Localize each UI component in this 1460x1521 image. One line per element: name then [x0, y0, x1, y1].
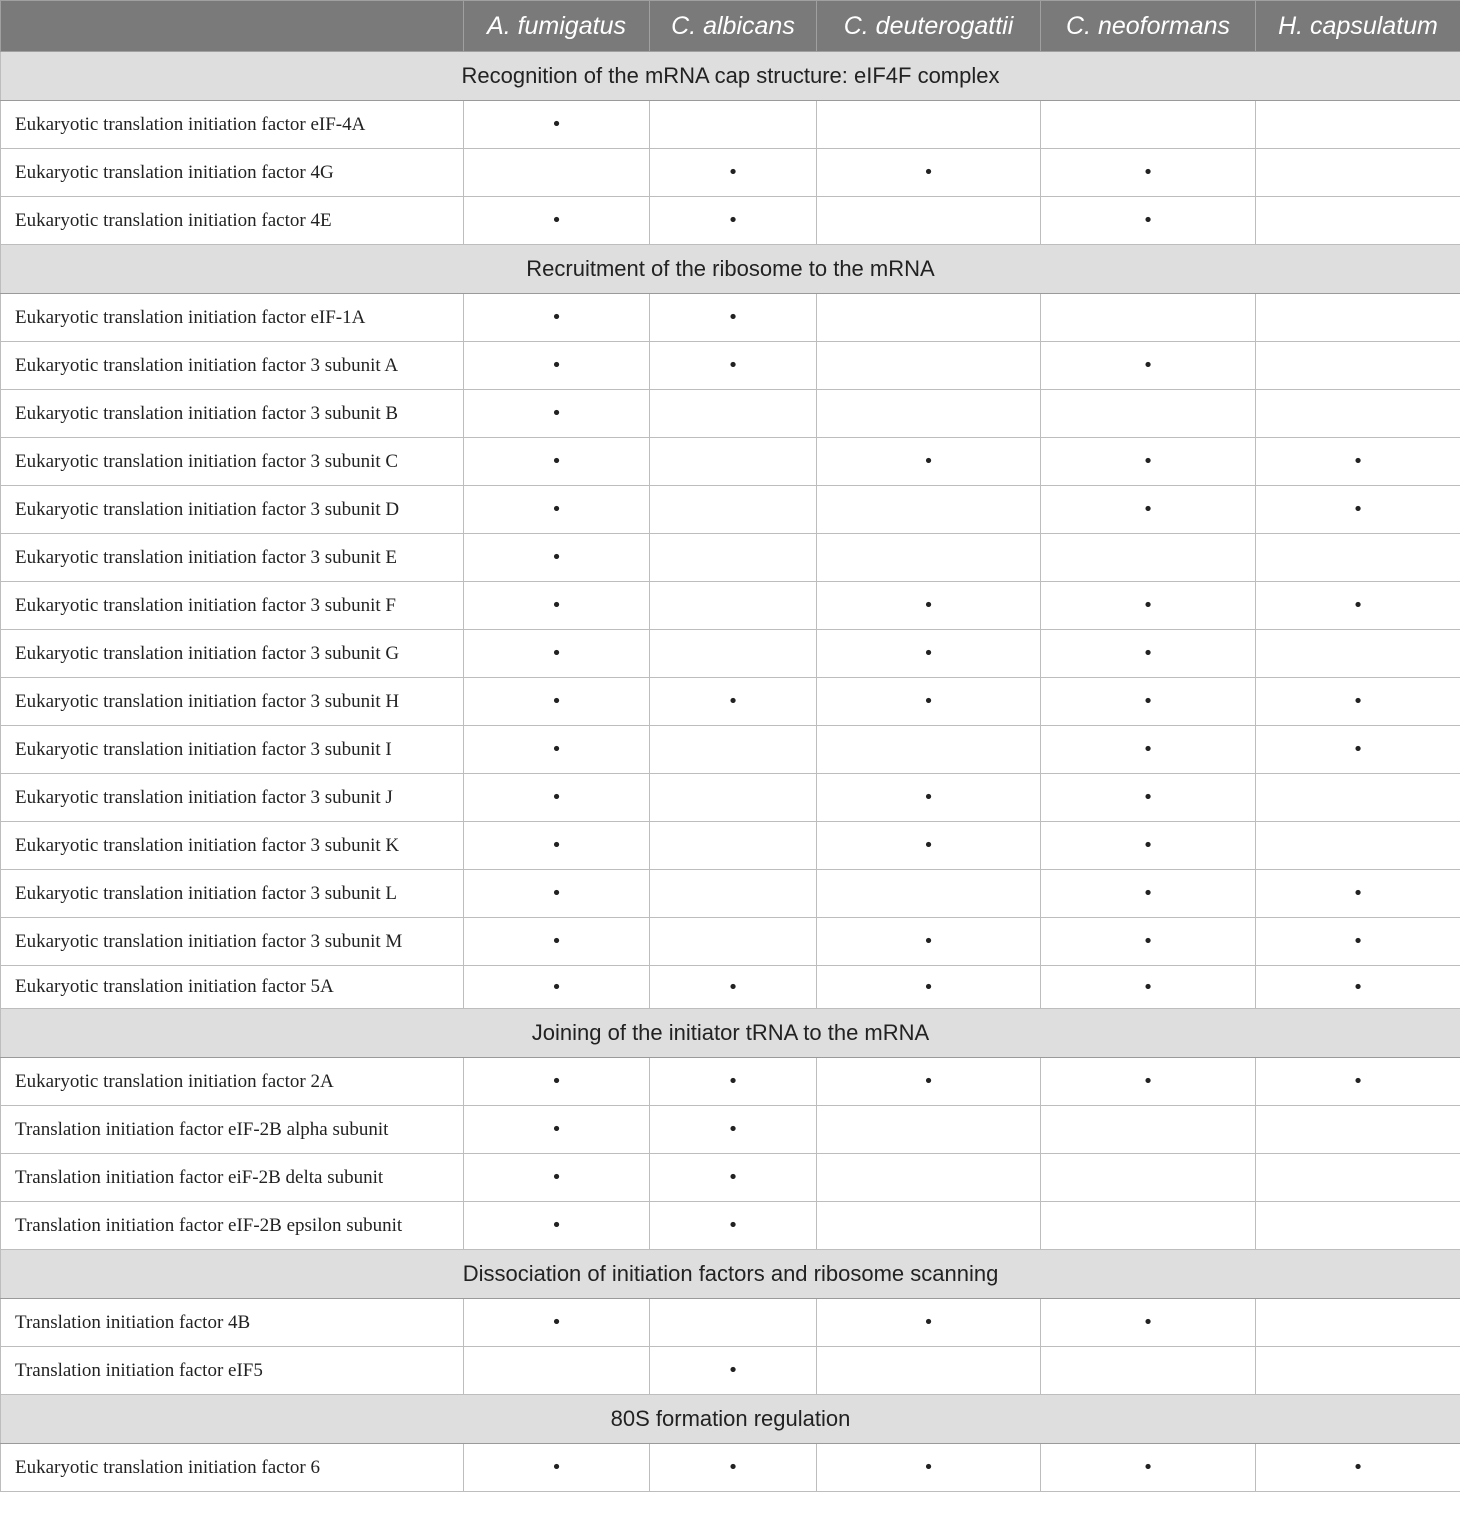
presence-mark: •	[817, 1444, 1041, 1492]
presence-mark: •	[464, 294, 650, 342]
presence-mark: •	[1041, 438, 1256, 486]
presence-mark	[817, 197, 1041, 245]
factor-name: Translation initiation factor 4B	[1, 1299, 464, 1347]
presence-mark	[1041, 534, 1256, 582]
presence-mark	[650, 726, 817, 774]
table-row	[1, 1444, 1460, 1492]
presence-mark: •	[817, 1299, 1041, 1347]
presence-mark: •	[1041, 582, 1256, 630]
factor-name: Translation initiation factor eiF-2B delta subunit	[1, 1154, 464, 1202]
table-row	[1, 101, 1460, 149]
factor-name: Translation initiation factor eIF-2B epsilon subunit	[1, 1202, 464, 1250]
section-title: Joining of the initiator tRNA to the mRNA	[1, 1009, 1460, 1058]
table-row	[1, 486, 1460, 534]
factor-name: Translation initiation factor eIF5	[1, 1347, 464, 1395]
presence-mark: •	[1041, 726, 1256, 774]
presence-mark	[650, 1299, 817, 1347]
factor-name: Eukaryotic translation initiation factor 3 subunit E	[1, 534, 464, 582]
table-row	[1, 1299, 1460, 1347]
presence-mark: •	[1041, 630, 1256, 678]
factor-name: Eukaryotic translation initiation factor 6	[1, 1444, 464, 1492]
presence-mark	[650, 870, 817, 918]
table-row	[1, 582, 1460, 630]
table-row	[1, 870, 1460, 918]
factor-name: Eukaryotic translation initiation factor 2A	[1, 1058, 464, 1106]
presence-mark: •	[1041, 678, 1256, 726]
presence-mark: •	[464, 822, 650, 870]
presence-mark	[817, 101, 1041, 149]
presence-mark: •	[464, 197, 650, 245]
presence-mark: •	[464, 582, 650, 630]
presence-mark	[650, 582, 817, 630]
presence-mark	[650, 486, 817, 534]
section-title: Dissociation of initiation factors and ribosome scanning	[1, 1250, 1460, 1299]
presence-mark	[1256, 294, 1460, 342]
factor-name: Eukaryotic translation initiation factor 3 subunit D	[1, 486, 464, 534]
table-body	[1, 52, 1460, 1492]
table-row	[1, 390, 1460, 438]
presence-mark: •	[464, 774, 650, 822]
factor-name: Translation initiation factor eIF-2B alpha subunit	[1, 1106, 464, 1154]
presence-mark	[817, 1347, 1041, 1395]
presence-mark: •	[464, 342, 650, 390]
presence-mark	[650, 534, 817, 582]
table-row	[1, 678, 1460, 726]
presence-mark	[650, 918, 817, 966]
header-species: C. albicans	[650, 1, 817, 52]
table-row	[1, 774, 1460, 822]
header-species: A. fumigatus	[464, 1, 650, 52]
presence-mark: •	[464, 966, 650, 1009]
factor-name: Eukaryotic translation initiation factor 3 subunit H	[1, 678, 464, 726]
presence-mark	[1041, 390, 1256, 438]
presence-mark: •	[1041, 966, 1256, 1009]
table-row	[1, 534, 1460, 582]
section-header-row	[1, 1395, 1460, 1444]
presence-mark: •	[1256, 1058, 1460, 1106]
presence-mark: •	[817, 582, 1041, 630]
presence-mark: •	[1256, 582, 1460, 630]
presence-mark: •	[650, 1058, 817, 1106]
section-title: 80S formation regulation	[1, 1395, 1460, 1444]
presence-mark	[817, 342, 1041, 390]
presence-mark: •	[464, 870, 650, 918]
section-header-row	[1, 1009, 1460, 1058]
presence-mark: •	[464, 1299, 650, 1347]
presence-mark: •	[1256, 918, 1460, 966]
presence-mark	[650, 438, 817, 486]
presence-mark	[650, 390, 817, 438]
presence-mark: •	[650, 197, 817, 245]
presence-mark	[650, 774, 817, 822]
presence-mark	[817, 534, 1041, 582]
header-species: C. neoformans	[1041, 1, 1256, 52]
factor-name: Eukaryotic translation initiation factor 5A	[1, 966, 464, 1009]
table-row	[1, 1106, 1460, 1154]
presence-mark	[464, 1347, 650, 1395]
presence-mark: •	[1041, 197, 1256, 245]
presence-mark: •	[1041, 1299, 1256, 1347]
presence-mark	[1256, 1347, 1460, 1395]
presence-mark	[817, 1154, 1041, 1202]
section-header-row	[1, 245, 1460, 294]
section-title: Recognition of the mRNA cap structure: eIF4F complex	[1, 52, 1460, 101]
table-row	[1, 438, 1460, 486]
presence-mark: •	[650, 1444, 817, 1492]
presence-mark	[1256, 149, 1460, 197]
table-row	[1, 966, 1460, 1009]
table-row	[1, 726, 1460, 774]
presence-mark: •	[464, 1106, 650, 1154]
header-row	[1, 1, 1460, 52]
presence-mark	[1256, 1106, 1460, 1154]
factor-name: Eukaryotic translation initiation factor 3 subunit G	[1, 630, 464, 678]
presence-mark: •	[464, 726, 650, 774]
presence-mark	[1256, 390, 1460, 438]
presence-mark	[1256, 1154, 1460, 1202]
presence-mark	[817, 390, 1041, 438]
presence-mark: •	[1256, 1444, 1460, 1492]
presence-mark	[817, 870, 1041, 918]
factor-name: Eukaryotic translation initiation factor 3 subunit J	[1, 774, 464, 822]
presence-mark: •	[1041, 870, 1256, 918]
presence-mark: •	[817, 438, 1041, 486]
table-row	[1, 342, 1460, 390]
presence-mark: •	[650, 678, 817, 726]
presence-mark: •	[817, 1058, 1041, 1106]
section-title: Recruitment of the ribosome to the mRNA	[1, 245, 1460, 294]
factor-name: Eukaryotic translation initiation factor 3 subunit B	[1, 390, 464, 438]
presence-mark	[1041, 294, 1256, 342]
factor-name: Eukaryotic translation initiation factor 3 subunit F	[1, 582, 464, 630]
presence-mark	[1041, 1106, 1256, 1154]
presence-mark	[1256, 1299, 1460, 1347]
presence-mark: •	[650, 1106, 817, 1154]
presence-mark: •	[1256, 966, 1460, 1009]
presence-mark	[1041, 1347, 1256, 1395]
presence-mark: •	[464, 1154, 650, 1202]
presence-mark: •	[650, 294, 817, 342]
factor-name: Eukaryotic translation initiation factor 4E	[1, 197, 464, 245]
presence-mark: •	[1041, 1444, 1256, 1492]
factor-name: Eukaryotic translation initiation factor 3 subunit A	[1, 342, 464, 390]
table-row	[1, 294, 1460, 342]
presence-mark	[1041, 101, 1256, 149]
presence-mark: •	[464, 101, 650, 149]
presence-mark	[1256, 101, 1460, 149]
presence-mark: •	[464, 390, 650, 438]
presence-mark: •	[650, 1347, 817, 1395]
presence-mark	[1256, 822, 1460, 870]
table-row	[1, 1058, 1460, 1106]
presence-mark	[817, 294, 1041, 342]
presence-mark	[1256, 534, 1460, 582]
presence-mark	[1256, 630, 1460, 678]
presence-mark: •	[464, 678, 650, 726]
presence-mark: •	[817, 918, 1041, 966]
factor-name: Eukaryotic translation initiation factor 3 subunit I	[1, 726, 464, 774]
table-row	[1, 197, 1460, 245]
presence-mark: •	[1041, 486, 1256, 534]
presence-mark: •	[650, 966, 817, 1009]
factor-name: Eukaryotic translation initiation factor 3 subunit K	[1, 822, 464, 870]
presence-mark: •	[817, 678, 1041, 726]
presence-mark	[817, 486, 1041, 534]
presence-mark: •	[1256, 486, 1460, 534]
factor-name: Eukaryotic translation initiation factor 3 subunit L	[1, 870, 464, 918]
header-blank-cell	[1, 1, 464, 52]
presence-mark: •	[650, 342, 817, 390]
presence-mark: •	[1041, 918, 1256, 966]
presence-mark: •	[650, 149, 817, 197]
presence-mark: •	[464, 1202, 650, 1250]
presence-mark	[1041, 1154, 1256, 1202]
presence-mark: •	[817, 822, 1041, 870]
presence-mark	[817, 1202, 1041, 1250]
presence-mark: •	[817, 966, 1041, 1009]
presence-mark: •	[650, 1202, 817, 1250]
presence-mark: •	[464, 630, 650, 678]
presence-mark: •	[1256, 678, 1460, 726]
table-row	[1, 1154, 1460, 1202]
presence-mark: •	[1256, 870, 1460, 918]
factor-name: Eukaryotic translation initiation factor eIF-4A	[1, 101, 464, 149]
factor-name: Eukaryotic translation initiation factor eIF-1A	[1, 294, 464, 342]
presence-mark: •	[817, 149, 1041, 197]
presence-mark: •	[1041, 149, 1256, 197]
table-row	[1, 822, 1460, 870]
presence-mark: •	[1041, 1058, 1256, 1106]
presence-mark: •	[817, 630, 1041, 678]
presence-mark	[817, 1106, 1041, 1154]
presence-mark	[1256, 342, 1460, 390]
presence-mark: •	[464, 1444, 650, 1492]
factor-name: Eukaryotic translation initiation factor 3 subunit M	[1, 918, 464, 966]
presence-mark	[1041, 1202, 1256, 1250]
presence-mark: •	[464, 534, 650, 582]
presence-mark: •	[1041, 774, 1256, 822]
table-row	[1, 1347, 1460, 1395]
presence-mark	[817, 726, 1041, 774]
presence-mark: •	[650, 1154, 817, 1202]
presence-mark	[650, 630, 817, 678]
table-row	[1, 630, 1460, 678]
presence-mark	[650, 822, 817, 870]
presence-mark	[1256, 1202, 1460, 1250]
header-species: H. capsulatum	[1256, 1, 1460, 52]
presence-mark: •	[1256, 726, 1460, 774]
presence-mark: •	[464, 438, 650, 486]
presence-mark: •	[464, 1058, 650, 1106]
presence-mark: •	[817, 774, 1041, 822]
factor-name: Eukaryotic translation initiation factor 3 subunit C	[1, 438, 464, 486]
presence-mark: •	[1041, 342, 1256, 390]
table-row	[1, 1202, 1460, 1250]
factor-name: Eukaryotic translation initiation factor 4G	[1, 149, 464, 197]
presence-mark	[650, 101, 817, 149]
section-header-row	[1, 1250, 1460, 1299]
presence-mark	[1256, 197, 1460, 245]
presence-mark: •	[1256, 438, 1460, 486]
presence-mark: •	[1041, 822, 1256, 870]
presence-mark: •	[464, 486, 650, 534]
section-header-row	[1, 52, 1460, 101]
table-row	[1, 149, 1460, 197]
presence-mark	[464, 149, 650, 197]
table-row	[1, 918, 1460, 966]
presence-mark	[1256, 774, 1460, 822]
presence-mark: •	[464, 918, 650, 966]
header-species: C. deuterogattii	[817, 1, 1041, 52]
